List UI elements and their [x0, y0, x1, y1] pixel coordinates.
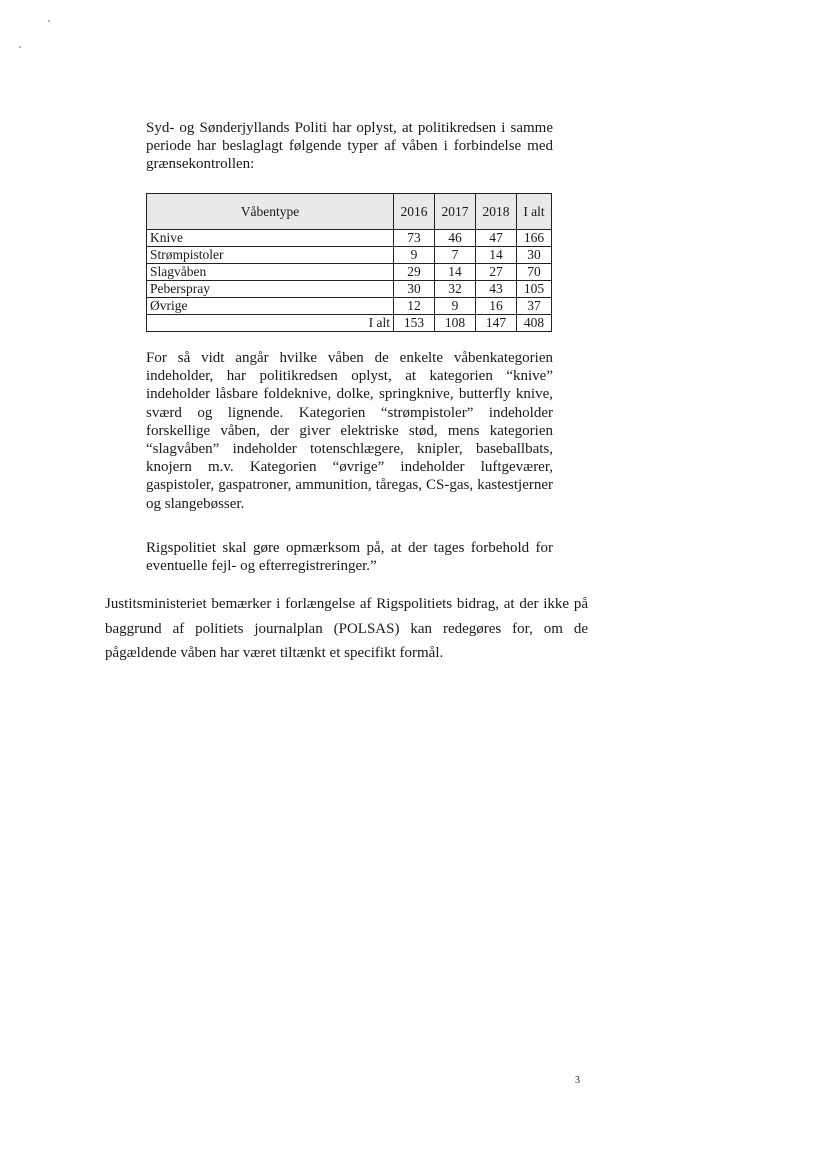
cell-2016: 12 — [394, 298, 435, 315]
cell-2018: 16 — [476, 298, 517, 315]
table-total-row — [147, 315, 552, 332]
scan-speck — [48, 20, 50, 22]
table-row — [147, 264, 552, 281]
cell-2018: 47 — [476, 230, 517, 247]
cell-2016: 73 — [394, 230, 435, 247]
ministry-paragraph: Justitsministeriet bemærker i forlængelse af Rigspolitiets bidrag, at der ikke på baggrund af politiets journalplan (POLSAS) kan redegøres for, om de pågældende våben har været tiltænkt et specifikt formål. — [105, 596, 588, 661]
header-2016: 2016 — [394, 194, 435, 230]
description-paragraph: For så vidt angår hvilke våben de enkelte våbenkategorien indeholder, har politikredsen oplyst, at kategorien “knive” indeholder låsbare foldeknive, dolke, springknive, butterfly knive, sværd og lignende. Kategorien “strømpistoler” indeholder forskellige våben, der giver elektriske stød, mens kategorien “slagvåben” indeholder totenschlægere, knipler, baseballbats, knojern m.v. Kategorien “øvrige” indeholder luftgeværer, gaspistoler, gaspatroner, ammunition, tåregas, CS-gas, kastestjerner og slangebøsser. — [146, 350, 553, 512]
cell-sum-2018: 147 — [476, 315, 517, 332]
scan-speck — [19, 46, 21, 48]
cell-2017: 9 — [435, 298, 476, 315]
cell-2016: 9 — [394, 247, 435, 264]
table-row — [147, 247, 552, 264]
cell-2016: 30 — [394, 281, 435, 298]
cell-type: Øvrige — [147, 298, 394, 315]
cell-2018: 43 — [476, 281, 517, 298]
cell-total: 70 — [517, 264, 552, 281]
cell-sum-2017: 108 — [435, 315, 476, 332]
header-2017: 2017 — [435, 194, 476, 230]
header-2018: 2018 — [476, 194, 517, 230]
table-row — [147, 281, 552, 298]
cell-total: 37 — [517, 298, 552, 315]
reservation-note: Rigspolitiet skal gøre opmærksom på, at der tages forbehold for eventuelle fejl- og efterregistreringer.” — [146, 540, 553, 575]
cell-2017: 14 — [435, 264, 476, 281]
cell-total: 30 — [517, 247, 552, 264]
header-total: I alt — [517, 194, 552, 230]
cell-2018: 27 — [476, 264, 517, 281]
cell-2016: 29 — [394, 264, 435, 281]
intro-paragraph: Syd- og Sønderjyllands Politi har oplyst, at politikredsen i samme periode har beslaglagt følgende typer af våben i forbindelse med grænsekontrollen: — [146, 120, 553, 173]
cell-type: Slagvåben — [147, 264, 394, 281]
weapons-table — [146, 193, 552, 332]
cell-total: 166 — [517, 230, 552, 247]
page-number: 3 — [575, 1075, 580, 1086]
cell-type: Strømpistoler — [147, 247, 394, 264]
cell-total: 105 — [517, 281, 552, 298]
header-weapon-type: Våbentype — [147, 194, 394, 230]
cell-sum-label: I alt — [147, 315, 394, 332]
cell-type: Peberspray — [147, 281, 394, 298]
cell-sum-2016: 153 — [394, 315, 435, 332]
cell-2017: 32 — [435, 281, 476, 298]
table-row — [147, 298, 552, 315]
cell-2018: 14 — [476, 247, 517, 264]
cell-2017: 46 — [435, 230, 476, 247]
cell-2017: 7 — [435, 247, 476, 264]
cell-sum-total: 408 — [517, 315, 552, 332]
table-row — [147, 230, 552, 247]
table-header-row — [147, 194, 552, 230]
cell-type: Knive — [147, 230, 394, 247]
